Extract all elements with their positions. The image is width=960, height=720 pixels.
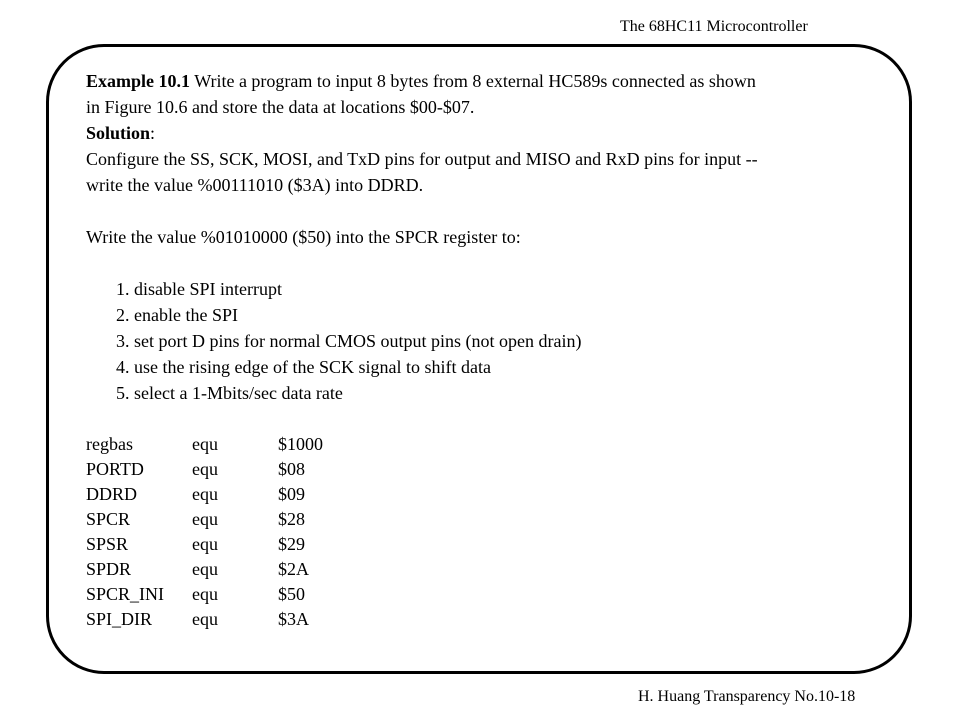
equate-label: SPDR xyxy=(86,559,132,579)
step-item: 5. select a 1-Mbits/sec data rate xyxy=(116,383,343,403)
solution-line-2: write the value %00111010 ($3A) into DDRD. xyxy=(86,175,424,195)
step-list xyxy=(86,276,886,406)
equate-row xyxy=(86,557,398,582)
slide-content xyxy=(86,68,886,632)
equate-directive: equ xyxy=(192,584,218,604)
equate-label: DDRD xyxy=(86,484,138,504)
step-item: 2. enable the SPI xyxy=(116,305,238,325)
step-item: 4. use the rising edge of the SCK signal to shift data xyxy=(116,357,491,377)
equate-label: SPSR xyxy=(86,534,129,554)
slide-header-title: The 68HC11 Microcontroller xyxy=(620,18,808,35)
equate-directive: equ xyxy=(192,534,218,554)
solution-heading-line xyxy=(86,120,886,146)
equate-row xyxy=(86,432,398,457)
equate-directive: equ xyxy=(192,609,218,629)
equate-label: SPI_DIR xyxy=(86,609,153,629)
equate-directive: equ xyxy=(192,509,218,529)
step-item: 1. disable SPI interrupt xyxy=(116,279,282,299)
equate-label: SPCR_INI xyxy=(86,584,165,604)
example-label: Example 10.1 xyxy=(86,71,191,91)
equate-value: $1000 xyxy=(278,434,323,454)
spacer xyxy=(86,406,886,432)
equate-value: $3A xyxy=(278,609,309,629)
spacer xyxy=(86,198,886,224)
equate-directive: equ xyxy=(192,434,218,454)
equate-value: $08 xyxy=(278,459,305,479)
equate-label: regbas xyxy=(86,434,133,454)
spacer xyxy=(86,250,886,276)
equate-label: SPCR xyxy=(86,509,131,529)
equate-row xyxy=(86,457,398,482)
equate-value: $29 xyxy=(278,534,305,554)
equate-label: PORTD xyxy=(86,459,144,479)
solution-line-1: Configure the SS, SCK, MOSI, and TxD pins for output and MISO and RxD pins for input -- xyxy=(86,149,758,169)
equate-row xyxy=(86,607,398,632)
step-item: 3. set port D pins for normal CMOS output pins (not open drain) xyxy=(116,331,582,351)
solution-heading: Solution xyxy=(86,123,151,143)
equate-row xyxy=(86,507,398,532)
equate-row xyxy=(86,532,398,557)
equate-directive: equ xyxy=(192,459,218,479)
example-text-1: Write a program to input 8 bytes from 8 external HC589s connected as shown xyxy=(190,71,756,91)
spcr-intro: Write the value %01010000 ($50) into the SPCR register to: xyxy=(86,227,521,247)
equate-value: $09 xyxy=(278,484,305,504)
example-line-1 xyxy=(86,68,886,94)
equate-value: $50 xyxy=(278,584,305,604)
equate-value: $2A xyxy=(278,559,309,579)
equate-value: $28 xyxy=(278,509,305,529)
equate-directive: equ xyxy=(192,484,218,504)
slide-footer-label: H. Huang Transparency No.10-18 xyxy=(638,688,856,705)
equate-row xyxy=(86,482,398,507)
equate-directive: equ xyxy=(192,559,218,579)
solution-heading-colon: : xyxy=(150,123,156,143)
example-line-2: in Figure 10.6 and store the data at locations $00-$07. xyxy=(86,97,475,117)
equate-table xyxy=(86,432,398,632)
equate-row xyxy=(86,582,398,607)
